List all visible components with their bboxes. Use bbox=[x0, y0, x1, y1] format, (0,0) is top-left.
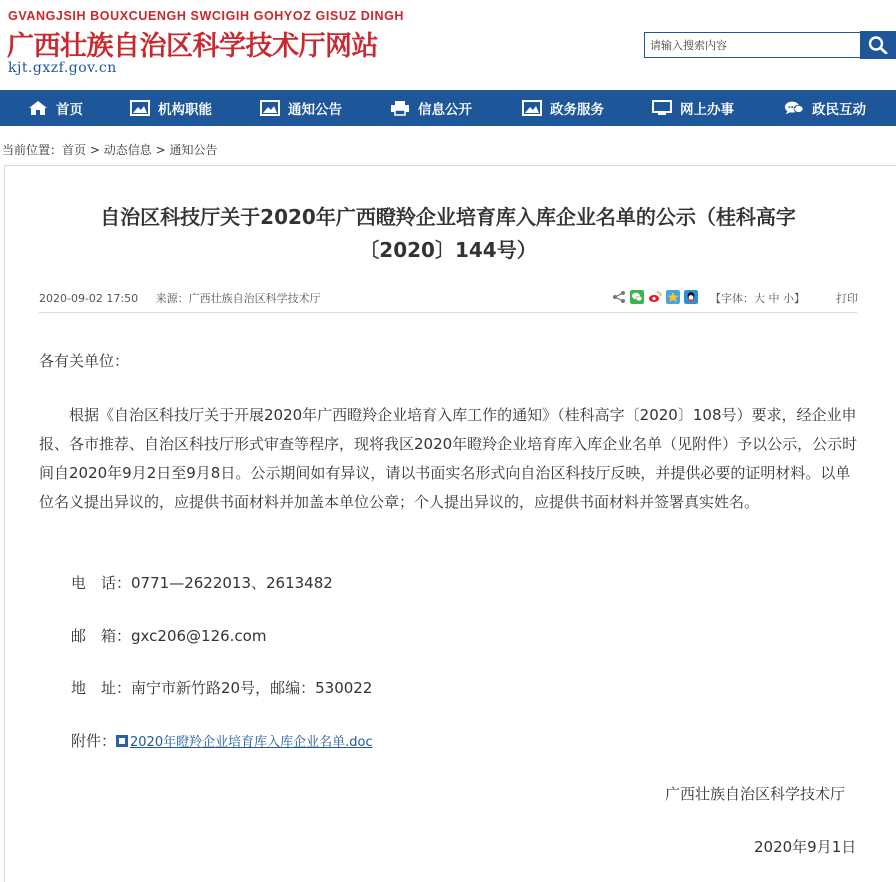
contact-email bbox=[71, 625, 266, 646]
monitor-icon bbox=[652, 100, 672, 116]
contact-phone-value: 0771—2622013、2613482 bbox=[131, 574, 333, 592]
site-url: kjt.gxzf.gov.cn bbox=[8, 60, 117, 76]
contact-phone bbox=[71, 572, 333, 593]
nav-label: 通知公告 bbox=[288, 102, 342, 118]
article-meta bbox=[39, 290, 321, 306]
image-icon bbox=[260, 100, 280, 116]
nav-label: 首页 bbox=[56, 102, 83, 118]
contact-address-value: 南宁市新竹路20号，邮编：530022 bbox=[131, 679, 373, 697]
font-size-small[interactable]: 小 bbox=[783, 292, 794, 305]
main-nav bbox=[0, 90, 896, 126]
attachment-link[interactable] bbox=[116, 735, 373, 750]
article-container bbox=[4, 165, 896, 882]
nav-label: 信息公开 bbox=[418, 102, 472, 118]
qq-icon[interactable] bbox=[684, 290, 698, 304]
search-input[interactable] bbox=[644, 32, 862, 58]
attachment bbox=[71, 730, 373, 751]
chat-icon bbox=[784, 100, 804, 116]
image-icon bbox=[522, 100, 542, 116]
breadcrumb-prefix: 当前位置： bbox=[2, 143, 63, 157]
article-datetime: 2020-09-02 17:50 bbox=[39, 292, 139, 305]
article-title bbox=[0, 201, 896, 267]
font-size-medium[interactable]: 中 bbox=[768, 292, 780, 305]
printer-icon bbox=[390, 100, 410, 116]
breadcrumb-separator: > bbox=[89, 143, 100, 157]
salutation: 各有关单位： bbox=[39, 352, 130, 370]
nav-label: 政民互动 bbox=[812, 102, 866, 118]
print-link[interactable]: 打印 bbox=[836, 292, 858, 305]
nav-item-interaction[interactable] bbox=[784, 90, 866, 126]
breadcrumb-separator: > bbox=[155, 143, 166, 157]
breadcrumb-home[interactable]: 首页 bbox=[62, 143, 87, 157]
font-size-large[interactable]: 大 bbox=[754, 292, 765, 305]
font-size-control bbox=[710, 290, 805, 306]
share-icon[interactable] bbox=[612, 290, 626, 304]
article-title-line2: 〔2020〕144号） bbox=[359, 238, 537, 262]
weibo-icon[interactable] bbox=[648, 290, 662, 304]
contact-address-label: 地 址： bbox=[71, 679, 132, 697]
nav-label: 机构职能 bbox=[158, 102, 212, 118]
nav-item-info-disclosure[interactable] bbox=[390, 90, 472, 126]
site-zhuang-title: GVANGJSIH BOUXCUENGH SWCIGIH GOHYOZ GISUZ DINGH bbox=[8, 9, 405, 23]
signature: 广西壮族自治区科学技术厅 bbox=[665, 785, 846, 803]
breadcrumb-notices[interactable]: 通知公告 bbox=[169, 143, 218, 157]
meta-divider bbox=[39, 312, 857, 313]
nav-item-institution[interactable] bbox=[130, 90, 212, 126]
attachment-label: 附件： bbox=[71, 732, 117, 750]
site-header bbox=[0, 0, 896, 90]
breadcrumb bbox=[2, 141, 218, 158]
wechat-icon[interactable] bbox=[630, 290, 644, 304]
attachment-link-text: 2020年瞪羚企业培育库入库企业名单.doc bbox=[130, 735, 373, 750]
nav-item-online-service[interactable] bbox=[652, 90, 734, 126]
nav-item-gov-service[interactable] bbox=[522, 90, 604, 126]
home-icon bbox=[28, 100, 48, 116]
article-source: 来源：广西壮族自治区科学技术厅 bbox=[155, 292, 321, 305]
breadcrumb-news[interactable]: 动态信息 bbox=[103, 143, 152, 157]
article-date: 2020年9月1日 bbox=[754, 838, 857, 856]
article-title-line1: 自治区科技厅关于2020年广西瞪羚企业培育库入库企业名单的公示（桂科高字 bbox=[100, 205, 796, 229]
nav-label: 网上办事 bbox=[680, 102, 734, 118]
share-bar bbox=[612, 289, 702, 305]
nav-item-notices[interactable] bbox=[260, 90, 342, 126]
search-button[interactable] bbox=[860, 31, 896, 59]
font-size-label: 【字体： bbox=[710, 292, 754, 305]
contact-email-label: 邮 箱： bbox=[71, 627, 132, 645]
search-icon bbox=[868, 36, 888, 54]
qzone-icon[interactable] bbox=[666, 290, 680, 304]
image-icon bbox=[130, 100, 150, 116]
contact-phone-label: 电 话： bbox=[71, 574, 132, 592]
article-paragraph bbox=[39, 401, 859, 517]
font-size-close: 】 bbox=[794, 292, 805, 305]
contact-address bbox=[71, 677, 372, 698]
paragraph-text: 根据《自治区科技厅关于开展2020年广西瞪羚企业培育入库工作的通知》（桂科高字〔2020〕108号）要求，经企业申报、各市推荐、自治区科技厅形式审查等程序，现将我区2020年瞪羚企业培育库入库企业名单（见附件）予以公示，公示时间自2020年9月2日至9月8日。公示期间如有异议，请以书面实名形式向自治区科技厅反映，并提供必要的证明材料。以单位名义提出异议的，应提供书面材料并加盖本单位公章；个人提出异议的，应提供书面材料并签署真实姓名。 bbox=[39, 406, 858, 511]
site-name[interactable]: 广西壮族自治区科学技术厅网站 bbox=[7, 31, 378, 62]
nav-label: 政务服务 bbox=[550, 102, 604, 118]
nav-item-home[interactable] bbox=[28, 90, 83, 126]
doc-file-icon bbox=[116, 735, 128, 747]
contact-email-value: gxc206@126.com bbox=[131, 627, 267, 645]
search-box bbox=[644, 32, 896, 58]
